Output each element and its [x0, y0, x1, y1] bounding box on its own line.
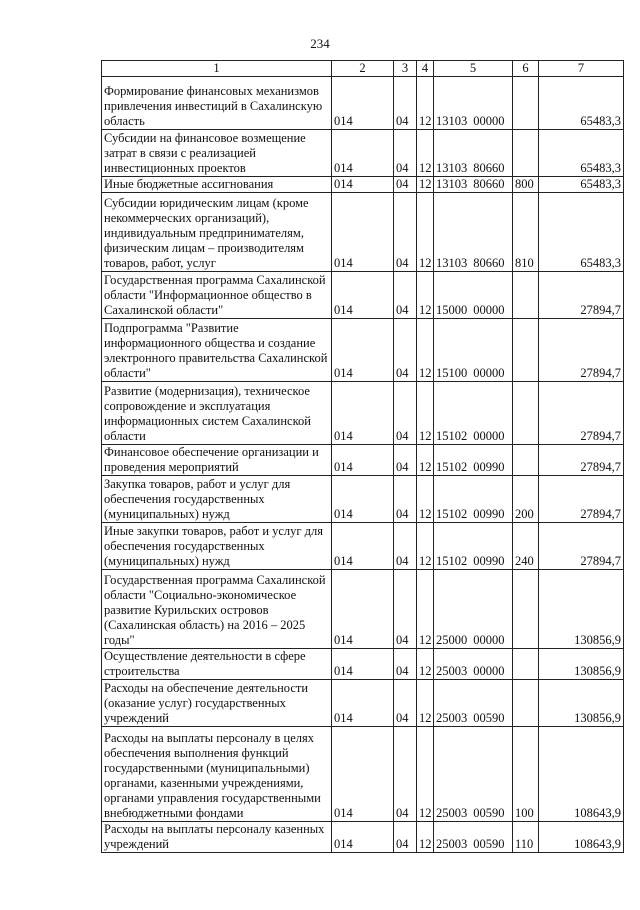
program-code: 13103	[436, 161, 468, 175]
expense-type: 110	[513, 822, 539, 853]
ministry-code: 014	[332, 680, 394, 727]
expense-type	[513, 319, 539, 382]
direction-code: 80660	[473, 256, 505, 270]
section-code: 04	[394, 445, 417, 476]
table-row	[102, 523, 624, 570]
target-article	[434, 649, 513, 680]
subsection-code: 12	[417, 445, 434, 476]
target-article	[434, 77, 513, 130]
expense-type	[513, 382, 539, 445]
expense-type: 200	[513, 476, 539, 523]
expense-name: Подпрограмма "Развитие информационного общества и создание электронного правительства Сахалинской области"	[102, 319, 332, 382]
expense-type	[513, 570, 539, 649]
expense-type: 240	[513, 523, 539, 570]
subsection-code: 12	[417, 822, 434, 853]
expense-name: Формирование финансовых механизмов привлечения инвестиций в Сахалинскую область	[102, 77, 332, 130]
subsection-code: 12	[417, 727, 434, 822]
program-code: 15100	[436, 366, 468, 380]
section-code: 04	[394, 77, 417, 130]
expense-name: Осуществление деятельности в сфере строительства	[102, 649, 332, 680]
subsection-code: 12	[417, 570, 434, 649]
header-cell: 6	[513, 61, 539, 77]
direction-code: 00000	[473, 303, 505, 317]
program-code: 15102	[436, 429, 468, 443]
program-code: 13103	[436, 256, 468, 270]
subsection-code: 12	[417, 680, 434, 727]
table-row	[102, 77, 624, 130]
subsection-code: 12	[417, 476, 434, 523]
table-row	[102, 382, 624, 445]
amount: 65483,3	[539, 193, 624, 272]
ministry-code: 014	[332, 570, 394, 649]
ministry-code: 014	[332, 649, 394, 680]
amount: 65483,3	[539, 177, 624, 193]
subsection-code: 12	[417, 523, 434, 570]
subsection-code: 12	[417, 177, 434, 193]
expense-name: Развитие (модернизация), техническое сопровождение и эксплуатация информационных систем Сахалинской области	[102, 382, 332, 445]
amount: 108643,9	[539, 822, 624, 853]
section-code: 04	[394, 272, 417, 319]
program-code: 25003	[436, 806, 468, 820]
budget-table	[101, 60, 624, 853]
header-cell: 2	[332, 61, 394, 77]
table-row	[102, 727, 624, 822]
target-article	[434, 570, 513, 649]
expense-type	[513, 445, 539, 476]
subsection-code: 12	[417, 382, 434, 445]
direction-code: 00000	[473, 429, 505, 443]
table-row	[102, 822, 624, 853]
ministry-code: 014	[332, 130, 394, 177]
amount: 65483,3	[539, 130, 624, 177]
subsection-code: 12	[417, 319, 434, 382]
section-code: 04	[394, 476, 417, 523]
header-cell: 1	[102, 61, 332, 77]
program-code: 25003	[436, 664, 468, 678]
amount: 27894,7	[539, 382, 624, 445]
direction-code: 00000	[473, 664, 505, 678]
expense-name: Иные бюджетные ассигнования	[102, 177, 332, 193]
program-code: 25003	[436, 837, 468, 851]
section-code: 04	[394, 822, 417, 853]
direction-code: 00990	[473, 460, 505, 474]
table-row	[102, 319, 624, 382]
expense-name: Расходы на выплаты персоналу казенных учреждений	[102, 822, 332, 853]
expense-name: Государственная программа Сахалинской области "Социально-экономическое развитие Курильских островов (Сахалинская область) на 2016 – 2025 годы"	[102, 570, 332, 649]
amount: 65483,3	[539, 77, 624, 130]
target-article	[434, 193, 513, 272]
ministry-code: 014	[332, 177, 394, 193]
program-code: 15102	[436, 507, 468, 521]
amount: 27894,7	[539, 523, 624, 570]
section-code: 04	[394, 570, 417, 649]
target-article	[434, 822, 513, 853]
expense-name: Закупка товаров, работ и услуг для обеспечения государственных (муниципальных) нужд	[102, 476, 332, 523]
ministry-code: 014	[332, 193, 394, 272]
ministry-code: 014	[332, 77, 394, 130]
direction-code: 00000	[473, 114, 505, 128]
section-code: 04	[394, 193, 417, 272]
table-body	[102, 77, 624, 853]
ministry-code: 014	[332, 382, 394, 445]
expense-type	[513, 77, 539, 130]
section-code: 04	[394, 177, 417, 193]
direction-code: 80660	[473, 177, 505, 191]
expense-name: Субсидии юридическим лицам (кроме некоммерческих организаций), индивидуальным предпринимателям, физическим лицам – производителям товаров, работ, услуг	[102, 193, 332, 272]
header-cell: 7	[539, 61, 624, 77]
expense-name: Государственная программа Сахалинской области "Информационное общество в Сахалинской области"	[102, 272, 332, 319]
target-article	[434, 382, 513, 445]
amount: 108643,9	[539, 727, 624, 822]
amount: 27894,7	[539, 476, 624, 523]
section-code: 04	[394, 523, 417, 570]
ministry-code: 014	[332, 822, 394, 853]
target-article	[434, 476, 513, 523]
amount: 130856,9	[539, 649, 624, 680]
expense-type: 100	[513, 727, 539, 822]
expense-name: Расходы на обеспечение деятельности (оказание услуг) государственных учреждений	[102, 680, 332, 727]
program-code: 25003	[436, 711, 468, 725]
expense-type	[513, 272, 539, 319]
direction-code: 00590	[473, 711, 505, 725]
target-article	[434, 680, 513, 727]
ministry-code: 014	[332, 272, 394, 319]
table-row	[102, 193, 624, 272]
direction-code: 00000	[473, 366, 505, 380]
direction-code: 00000	[473, 633, 505, 647]
direction-code: 00990	[473, 507, 505, 521]
section-code: 04	[394, 319, 417, 382]
expense-name: Иные закупки товаров, работ и услуг для обеспечения государственных (муниципальных) нужд	[102, 523, 332, 570]
program-code: 13103	[436, 177, 468, 191]
target-article	[434, 130, 513, 177]
ministry-code: 014	[332, 445, 394, 476]
expense-type	[513, 680, 539, 727]
amount: 27894,7	[539, 445, 624, 476]
page-number: 234	[310, 36, 330, 51]
direction-code: 00590	[473, 806, 505, 820]
table-row	[102, 130, 624, 177]
target-article	[434, 523, 513, 570]
program-code: 15102	[436, 554, 468, 568]
table-row	[102, 649, 624, 680]
table-row	[102, 177, 624, 193]
section-code: 04	[394, 680, 417, 727]
subsection-code: 12	[417, 193, 434, 272]
section-code: 04	[394, 649, 417, 680]
subsection-code: 12	[417, 130, 434, 177]
direction-code: 80660	[473, 161, 505, 175]
amount: 130856,9	[539, 570, 624, 649]
target-article	[434, 177, 513, 193]
table-header	[102, 61, 624, 77]
ministry-code: 014	[332, 476, 394, 523]
expense-type	[513, 649, 539, 680]
subsection-code: 12	[417, 272, 434, 319]
expense-name: Финансовое обеспечение организации и проведения мероприятий	[102, 445, 332, 476]
table-row	[102, 680, 624, 727]
target-article	[434, 445, 513, 476]
expense-type: 810	[513, 193, 539, 272]
header-cell: 5	[434, 61, 513, 77]
target-article	[434, 319, 513, 382]
program-code: 15000	[436, 303, 468, 317]
header-cell: 3	[394, 61, 417, 77]
table-row	[102, 445, 624, 476]
expense-type: 800	[513, 177, 539, 193]
section-code: 04	[394, 382, 417, 445]
target-article	[434, 272, 513, 319]
amount: 130856,9	[539, 680, 624, 727]
expense-name: Субсидии на финансовое возмещение затрат в связи с реализацией инвестиционных проектов	[102, 130, 332, 177]
table-row	[102, 476, 624, 523]
subsection-code: 12	[417, 649, 434, 680]
direction-code: 00990	[473, 554, 505, 568]
ministry-code: 014	[332, 319, 394, 382]
expense-type	[513, 130, 539, 177]
section-code: 04	[394, 130, 417, 177]
program-code: 13103	[436, 114, 468, 128]
table-row	[102, 272, 624, 319]
header-cell: 4	[417, 61, 434, 77]
ministry-code: 014	[332, 727, 394, 822]
ministry-code: 014	[332, 523, 394, 570]
expense-name: Расходы на выплаты персоналу в целях обеспечения выполнения функций государственными (муниципальными) органами, казенными учреждениями, органами управления государственными внебюджетными фондами	[102, 727, 332, 822]
target-article	[434, 727, 513, 822]
amount: 27894,7	[539, 272, 624, 319]
amount: 27894,7	[539, 319, 624, 382]
direction-code: 00590	[473, 837, 505, 851]
section-code: 04	[394, 727, 417, 822]
table-row	[102, 570, 624, 649]
program-code: 15102	[436, 460, 468, 474]
subsection-code: 12	[417, 77, 434, 130]
header-row	[102, 61, 624, 77]
program-code: 25000	[436, 633, 468, 647]
